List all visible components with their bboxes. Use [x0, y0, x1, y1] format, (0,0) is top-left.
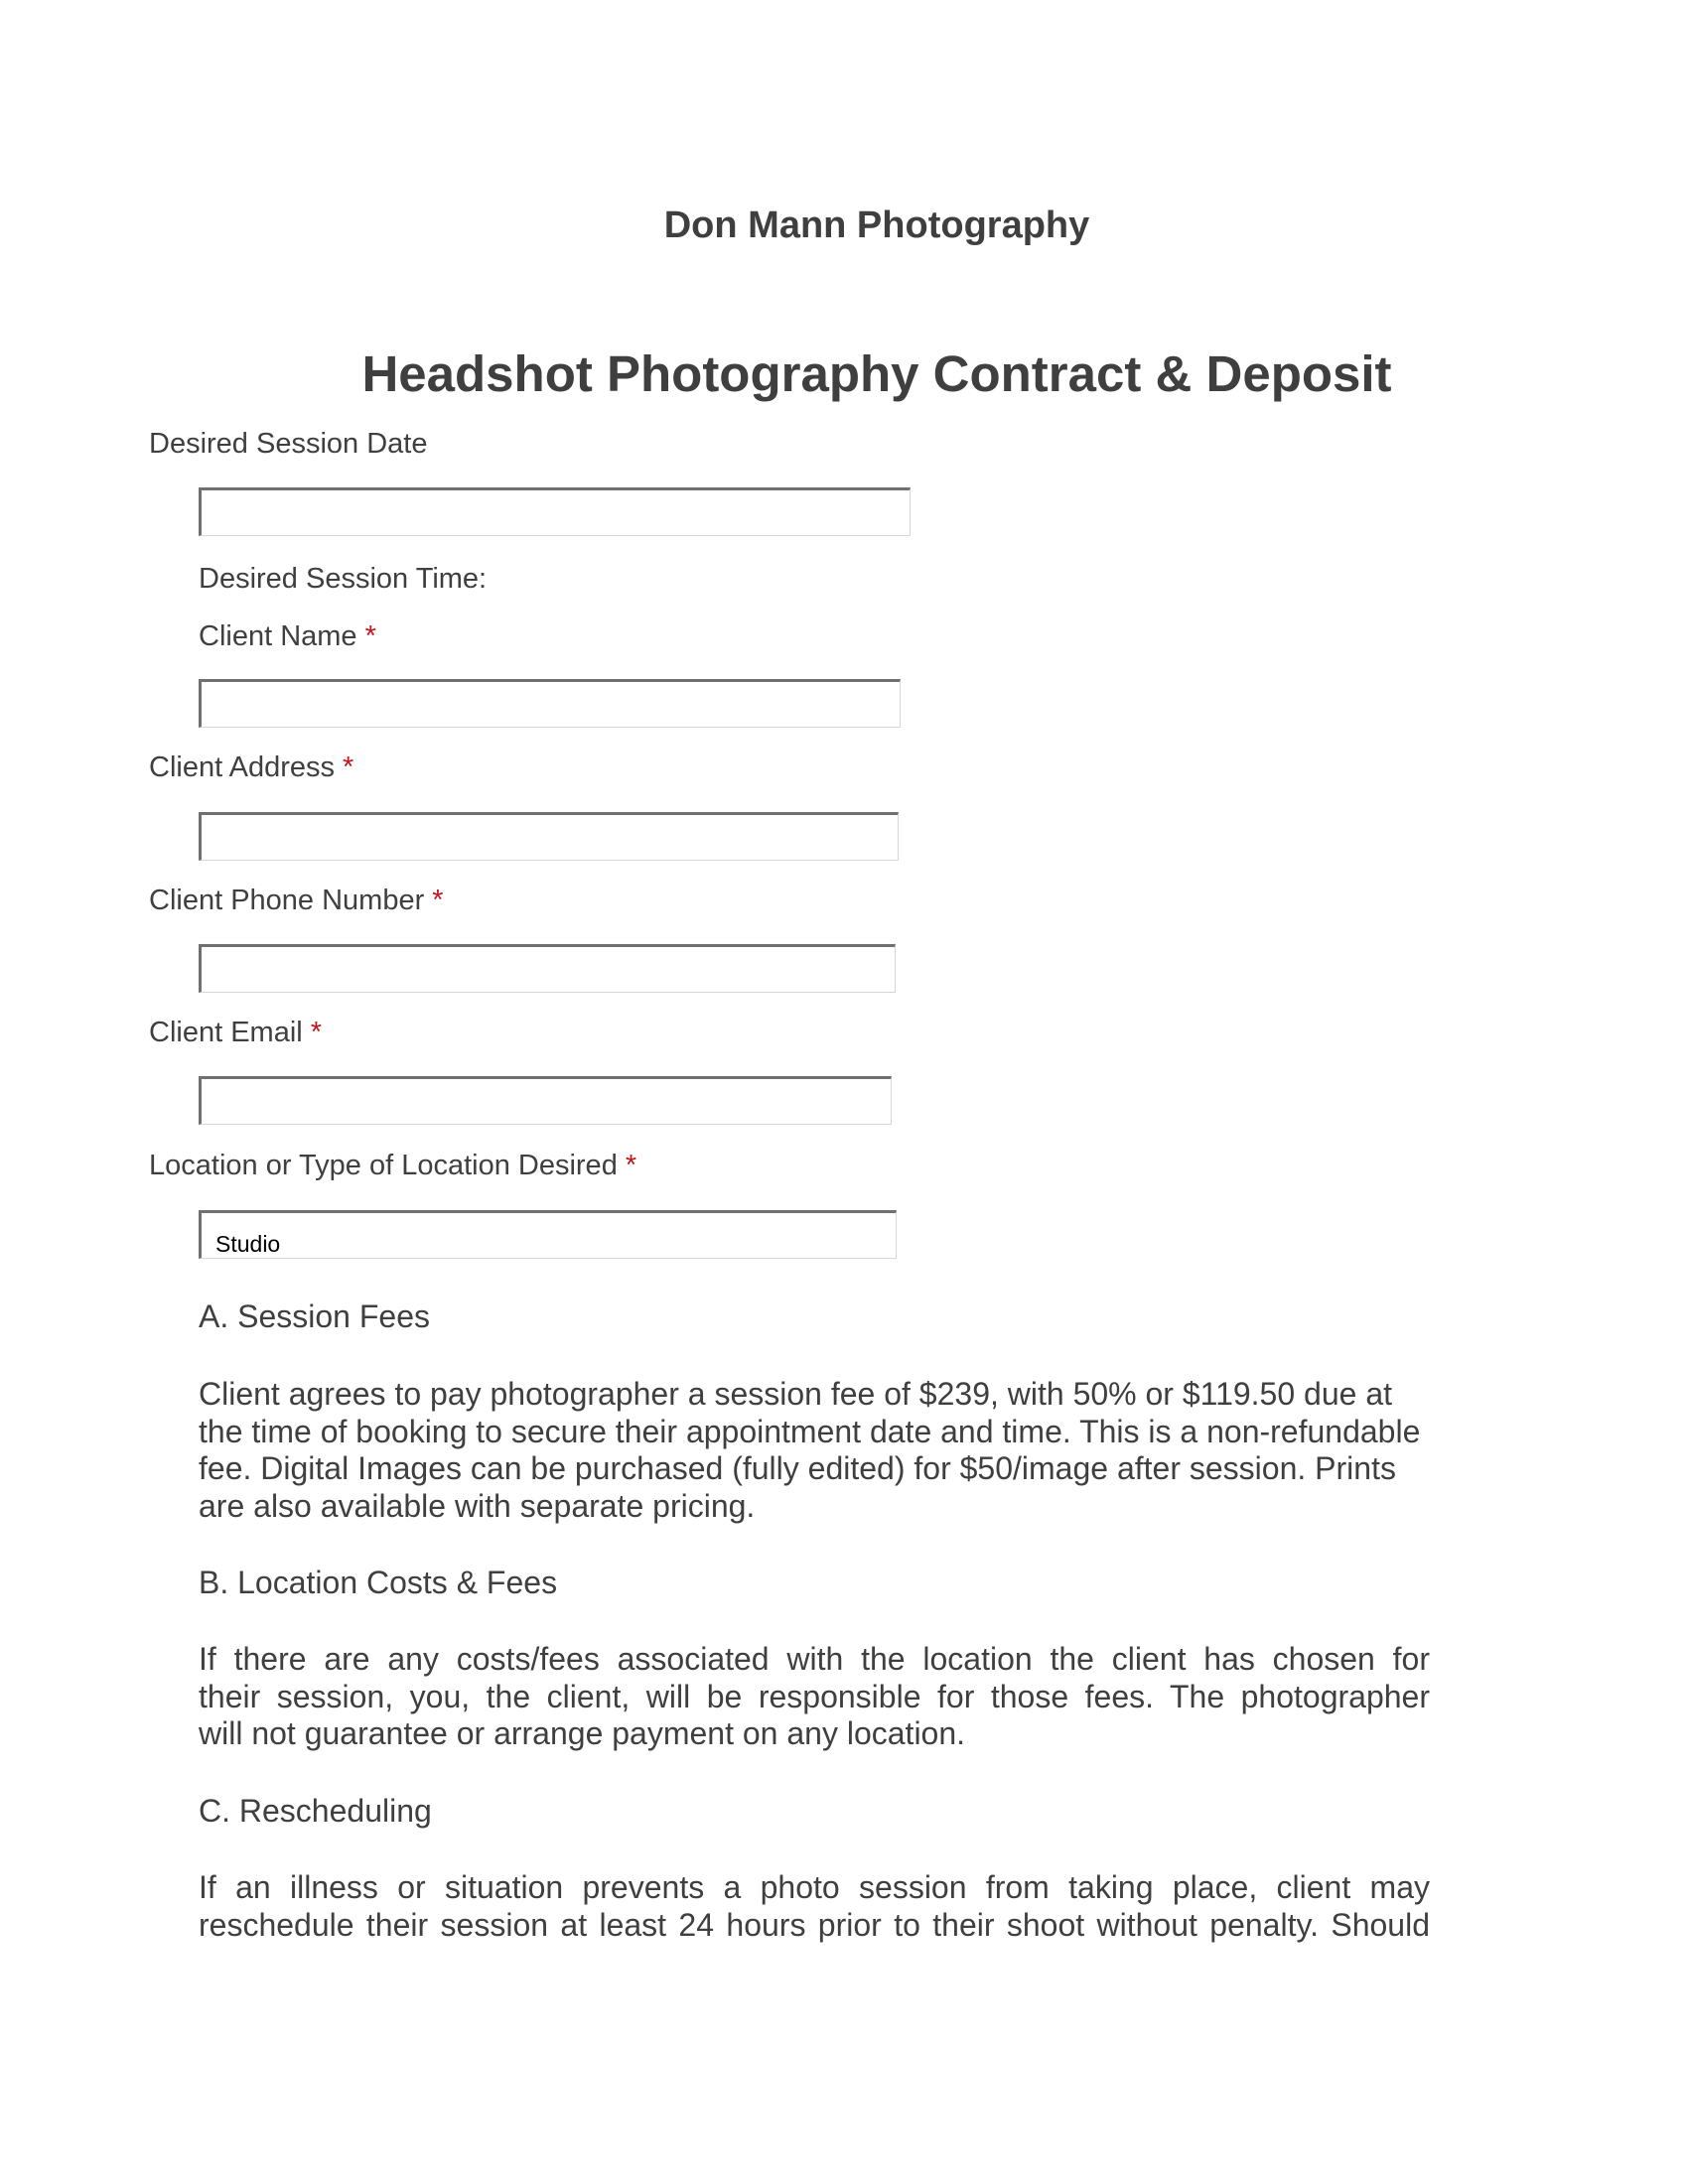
section-a-paragraph	[199, 1376, 1521, 1525]
client-name-input[interactable]	[199, 679, 901, 728]
location-label	[149, 1148, 636, 1183]
page-title: Headshot Photography Contract & Deposit	[361, 345, 1392, 402]
client-name-label	[199, 618, 376, 654]
client-email-label-text: Client Email	[149, 1017, 303, 1048]
section-c-line: If an illness or situation prevents a photo session from taking place, client may	[199, 1869, 1430, 1905]
client-name-label-text: Client Name	[199, 620, 357, 652]
client-address-label-text: Client Address	[149, 751, 335, 783]
section-b-line: will not guarantee or arrange payment on any location.	[199, 1715, 966, 1751]
section-a-line: the time of booking to secure their appointment date and time. This is a non-refundable	[199, 1413, 1421, 1449]
section-c-paragraph	[199, 1869, 1430, 1944]
client-email-label	[149, 1015, 322, 1050]
section-a-line: are also available with separate pricing.	[199, 1487, 756, 1524]
section-b-paragraph	[199, 1641, 1430, 1753]
required-marker: *	[432, 885, 444, 916]
section-a-heading: A. Session Fees	[199, 1298, 430, 1334]
required-marker: *	[343, 751, 354, 783]
section-b-line: their session, you, the client, will be responsible for those fees. The photographer	[199, 1678, 1430, 1714]
required-marker: *	[364, 620, 376, 652]
required-marker: *	[625, 1150, 637, 1181]
section-a-line: fee. Digital Images can be purchased (fully edited) for $50/image after session. Prints	[199, 1450, 1396, 1486]
session-date-label	[149, 426, 427, 462]
client-phone-input[interactable]	[199, 944, 896, 993]
client-email-input[interactable]	[199, 1076, 892, 1125]
section-b-line: If there are any costs/fees associated with the location the client has chosen for	[199, 1641, 1430, 1677]
session-date-input[interactable]	[199, 487, 911, 536]
section-b-heading: B. Location Costs & Fees	[199, 1565, 558, 1600]
section-c-line: reschedule their session at least 24 hours prior to their shoot without penalty. Should	[199, 1906, 1430, 1943]
section-a-line: Client agrees to pay photographer a session fee of $239, with 50% or $119.50 due at	[199, 1376, 1392, 1412]
required-marker: *	[310, 1017, 323, 1048]
section-c-heading: C. Rescheduling	[199, 1793, 432, 1829]
session-time-label	[199, 561, 487, 597]
client-phone-label	[149, 883, 444, 918]
location-label-text: Location or Type of Location Desired	[149, 1150, 618, 1181]
session-time-label-text: Desired Session Time:	[199, 563, 488, 595]
client-address-input[interactable]	[199, 812, 899, 861]
location-select[interactable]	[199, 1210, 897, 1259]
company-name: Don Mann Photography	[663, 205, 1090, 246]
client-address-label	[149, 750, 353, 785]
select-edge-mark	[199, 1210, 202, 1213]
client-phone-label-text: Client Phone Number	[149, 885, 425, 916]
session-date-label-text: Desired Session Date	[149, 428, 428, 460]
location-select-value: Studio	[215, 1231, 281, 1257]
